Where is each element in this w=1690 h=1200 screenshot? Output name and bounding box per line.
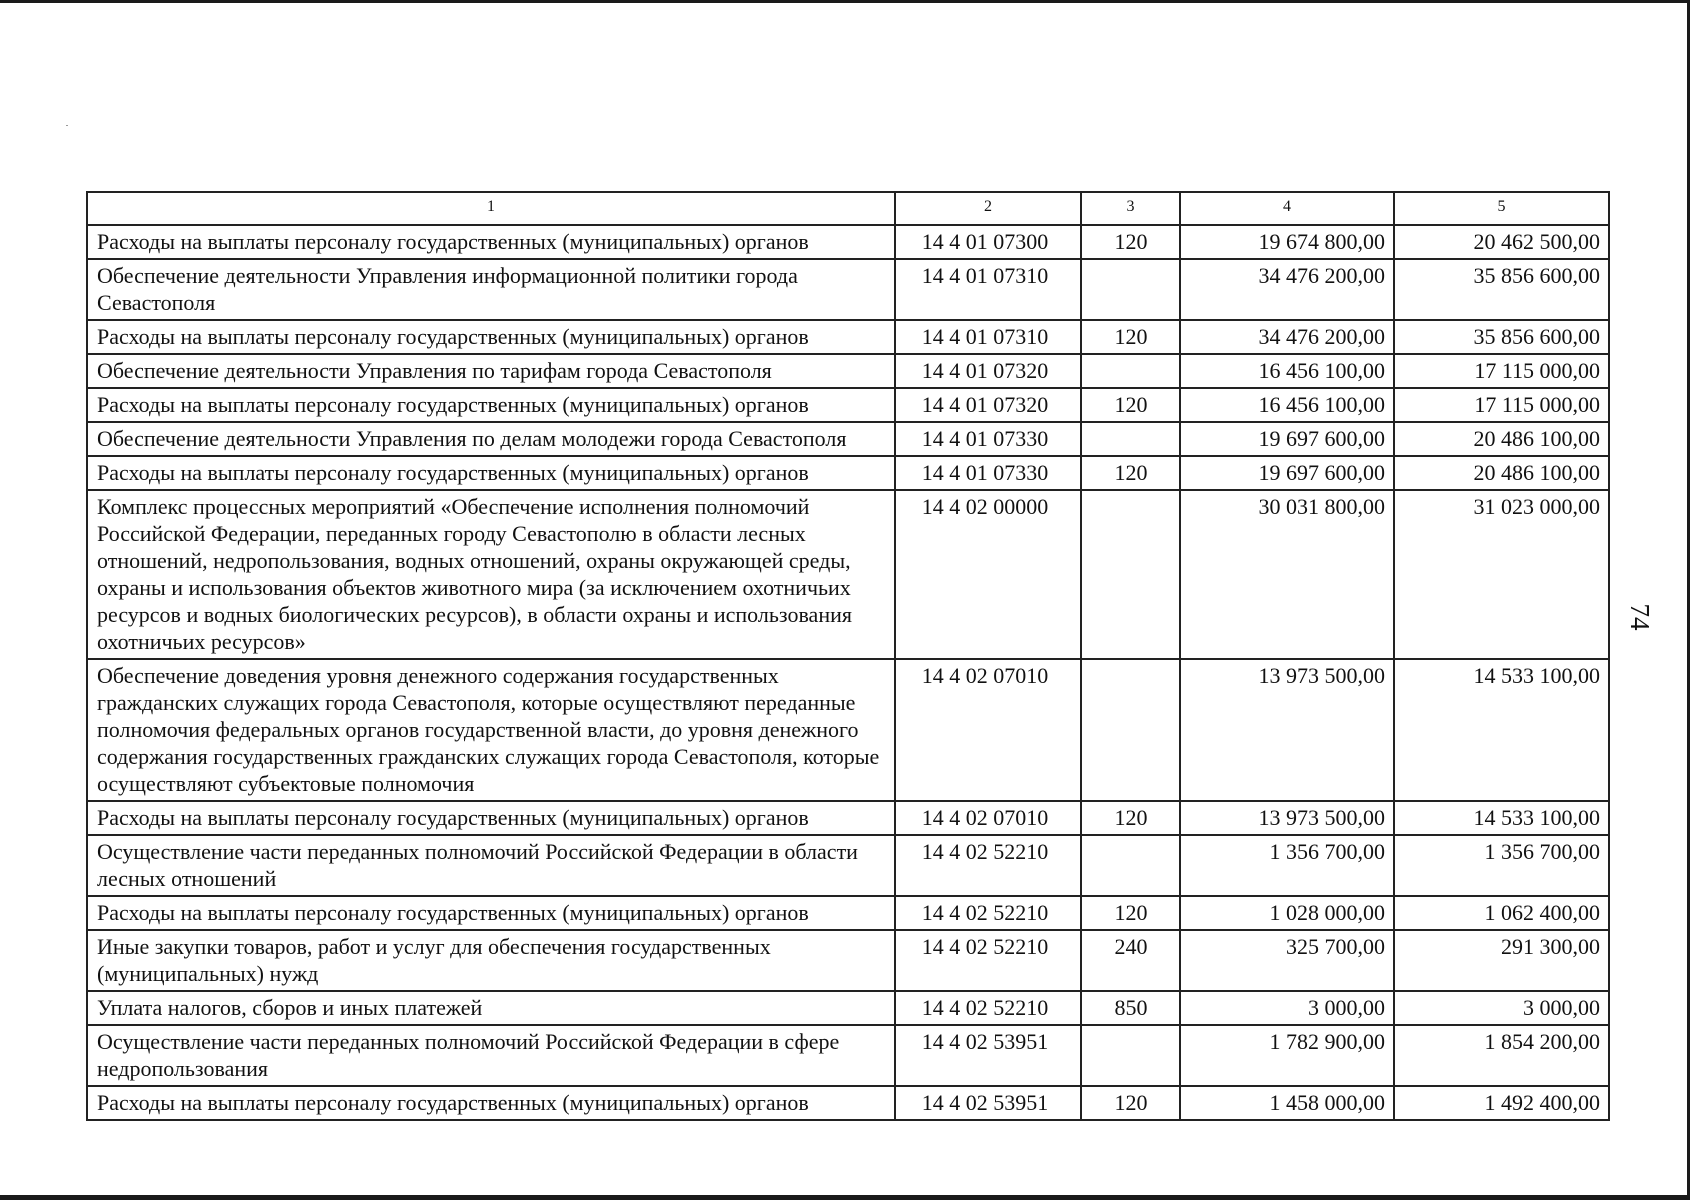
column-header-amount-2: 5 (1394, 192, 1609, 225)
row-name-cell: Расходы на выплаты персоналу государственных (муниципальных) органов (87, 896, 895, 930)
row-expense-type-cell (1081, 354, 1180, 388)
table-row (87, 896, 1609, 930)
row-expense-type-cell (1081, 835, 1180, 896)
table-row (87, 801, 1609, 835)
row-name-cell: Обеспечение деятельности Управления информационной политики города Севастополя (87, 259, 895, 320)
table-row (87, 659, 1609, 801)
row-expense-type-cell (1081, 259, 1180, 320)
table-row (87, 388, 1609, 422)
row-code-cell: 14 4 02 53951 (895, 1086, 1081, 1120)
row-name-cell: Расходы на выплаты персоналу государственных (муниципальных) органов (87, 320, 895, 354)
row-code-cell: 14 4 01 07310 (895, 259, 1081, 320)
column-header-expense-type: 3 (1081, 192, 1180, 225)
row-expense-type-cell: 850 (1081, 991, 1180, 1025)
row-name-cell: Обеспечение доведения уровня денежного содержания государственных гражданских служащих города Севастополя, которые осуществляют переданные полномочия федеральных органов государственной власти, до уровня денежного содержания государственных гражданских служащих города Севастополя, которые осуществляют субъектовые полномочия (87, 659, 895, 801)
table-row (87, 930, 1609, 991)
row-expense-type-cell (1081, 490, 1180, 659)
row-name-cell: Осуществление части переданных полномочий Российской Федерации в сфере недропользования (87, 1025, 895, 1086)
row-amount-1-cell: 1 028 000,00 (1180, 896, 1394, 930)
row-amount-1-cell: 34 476 200,00 (1180, 320, 1394, 354)
column-header-name: 1 (87, 192, 895, 225)
row-code-cell: 14 4 02 00000 (895, 490, 1081, 659)
row-amount-1-cell: 16 456 100,00 (1180, 354, 1394, 388)
row-amount-1-cell: 19 697 600,00 (1180, 456, 1394, 490)
row-expense-type-cell (1081, 1025, 1180, 1086)
row-name-cell: Иные закупки товаров, работ и услуг для обеспечения государственных (муниципальных) нужд (87, 930, 895, 991)
row-amount-2-cell: 20 486 100,00 (1394, 422, 1609, 456)
row-amount-1-cell: 1 458 000,00 (1180, 1086, 1394, 1120)
column-header-amount-1: 4 (1180, 192, 1394, 225)
table-row (87, 1086, 1609, 1120)
row-amount-2-cell: 35 856 600,00 (1394, 320, 1609, 354)
row-code-cell: 14 4 02 07010 (895, 659, 1081, 801)
row-expense-type-cell: 120 (1081, 388, 1180, 422)
row-name-cell: Комплекс процессных мероприятий «Обеспечение исполнения полномочий Российской Федерации, переданных городу Севастополю в области лесных отношений, недропользования, водных отношений, охраны окружающей среды, охраны и использования объектов животного мира (за исключением охотничьих ресурсов и водных биологических ресурсов), в области охраны и использования охотничьих ресурсов» (87, 490, 895, 659)
row-amount-2-cell: 14 533 100,00 (1394, 801, 1609, 835)
page-number: 74 (1625, 603, 1655, 631)
table-row (87, 835, 1609, 896)
table-row (87, 991, 1609, 1025)
row-amount-2-cell: 3 000,00 (1394, 991, 1609, 1025)
table-row (87, 259, 1609, 320)
row-name-cell: Обеспечение деятельности Управления по делам молодежи города Севастополя (87, 422, 895, 456)
row-name-cell: Уплата налогов, сборов и иных платежей (87, 991, 895, 1025)
row-code-cell: 14 4 01 07320 (895, 388, 1081, 422)
row-amount-2-cell: 35 856 600,00 (1394, 259, 1609, 320)
row-amount-2-cell: 1 062 400,00 (1394, 896, 1609, 930)
row-expense-type-cell: 120 (1081, 225, 1180, 259)
table-row (87, 456, 1609, 490)
row-code-cell: 14 4 02 52210 (895, 930, 1081, 991)
row-code-cell: 14 4 01 07320 (895, 354, 1081, 388)
row-name-cell: Расходы на выплаты персоналу государственных (муниципальных) органов (87, 225, 895, 259)
table-row (87, 490, 1609, 659)
row-amount-1-cell: 325 700,00 (1180, 930, 1394, 991)
row-amount-1-cell: 30 031 800,00 (1180, 490, 1394, 659)
row-expense-type-cell (1081, 659, 1180, 801)
row-code-cell: 14 4 02 52210 (895, 991, 1081, 1025)
table-row (87, 354, 1609, 388)
row-amount-1-cell: 19 697 600,00 (1180, 422, 1394, 456)
row-name-cell: Расходы на выплаты персоналу государственных (муниципальных) органов (87, 388, 895, 422)
row-name-cell: Обеспечение деятельности Управления по тарифам города Севастополя (87, 354, 895, 388)
row-name-cell: Расходы на выплаты персоналу государственных (муниципальных) органов (87, 1086, 895, 1120)
row-expense-type-cell: 120 (1081, 1086, 1180, 1120)
row-name-cell: Расходы на выплаты персоналу государственных (муниципальных) органов (87, 456, 895, 490)
row-amount-1-cell: 34 476 200,00 (1180, 259, 1394, 320)
row-expense-type-cell: 240 (1081, 930, 1180, 991)
row-code-cell: 14 4 02 07010 (895, 801, 1081, 835)
table-row (87, 1025, 1609, 1086)
table-row (87, 422, 1609, 456)
table-row (87, 225, 1609, 259)
table-header (87, 192, 1609, 225)
row-amount-2-cell: 1 854 200,00 (1394, 1025, 1609, 1086)
row-amount-1-cell: 1 356 700,00 (1180, 835, 1394, 896)
row-expense-type-cell: 120 (1081, 896, 1180, 930)
row-expense-type-cell: 120 (1081, 801, 1180, 835)
budget-table (86, 191, 1610, 1121)
row-amount-2-cell: 17 115 000,00 (1394, 354, 1609, 388)
row-code-cell: 14 4 01 07330 (895, 422, 1081, 456)
table-row (87, 320, 1609, 354)
row-amount-2-cell: 20 462 500,00 (1394, 225, 1609, 259)
row-amount-2-cell: 20 486 100,00 (1394, 456, 1609, 490)
row-name-cell: Осуществление части переданных полномочий Российской Федерации в области лесных отношений (87, 835, 895, 896)
header-row (87, 192, 1609, 225)
row-amount-1-cell: 1 782 900,00 (1180, 1025, 1394, 1086)
row-expense-type-cell: 120 (1081, 456, 1180, 490)
row-code-cell: 14 4 01 07310 (895, 320, 1081, 354)
row-code-cell: 14 4 02 52210 (895, 835, 1081, 896)
row-code-cell: 14 4 01 07330 (895, 456, 1081, 490)
scan-speck (66, 125, 68, 126)
row-amount-1-cell: 19 674 800,00 (1180, 225, 1394, 259)
row-amount-1-cell: 13 973 500,00 (1180, 659, 1394, 801)
row-code-cell: 14 4 02 53951 (895, 1025, 1081, 1086)
row-amount-1-cell: 16 456 100,00 (1180, 388, 1394, 422)
row-code-cell: 14 4 01 07300 (895, 225, 1081, 259)
row-name-cell: Расходы на выплаты персоналу государственных (муниципальных) органов (87, 801, 895, 835)
row-amount-1-cell: 3 000,00 (1180, 991, 1394, 1025)
row-expense-type-cell (1081, 422, 1180, 456)
row-amount-1-cell: 13 973 500,00 (1180, 801, 1394, 835)
row-code-cell: 14 4 02 52210 (895, 896, 1081, 930)
row-amount-2-cell: 1 492 400,00 (1394, 1086, 1609, 1120)
row-amount-2-cell: 14 533 100,00 (1394, 659, 1609, 801)
row-amount-2-cell: 291 300,00 (1394, 930, 1609, 991)
row-amount-2-cell: 17 115 000,00 (1394, 388, 1609, 422)
row-amount-2-cell: 31 023 000,00 (1394, 490, 1609, 659)
table-body (87, 225, 1609, 1120)
column-header-code: 2 (895, 192, 1081, 225)
row-amount-2-cell: 1 356 700,00 (1394, 835, 1609, 896)
row-expense-type-cell: 120 (1081, 320, 1180, 354)
